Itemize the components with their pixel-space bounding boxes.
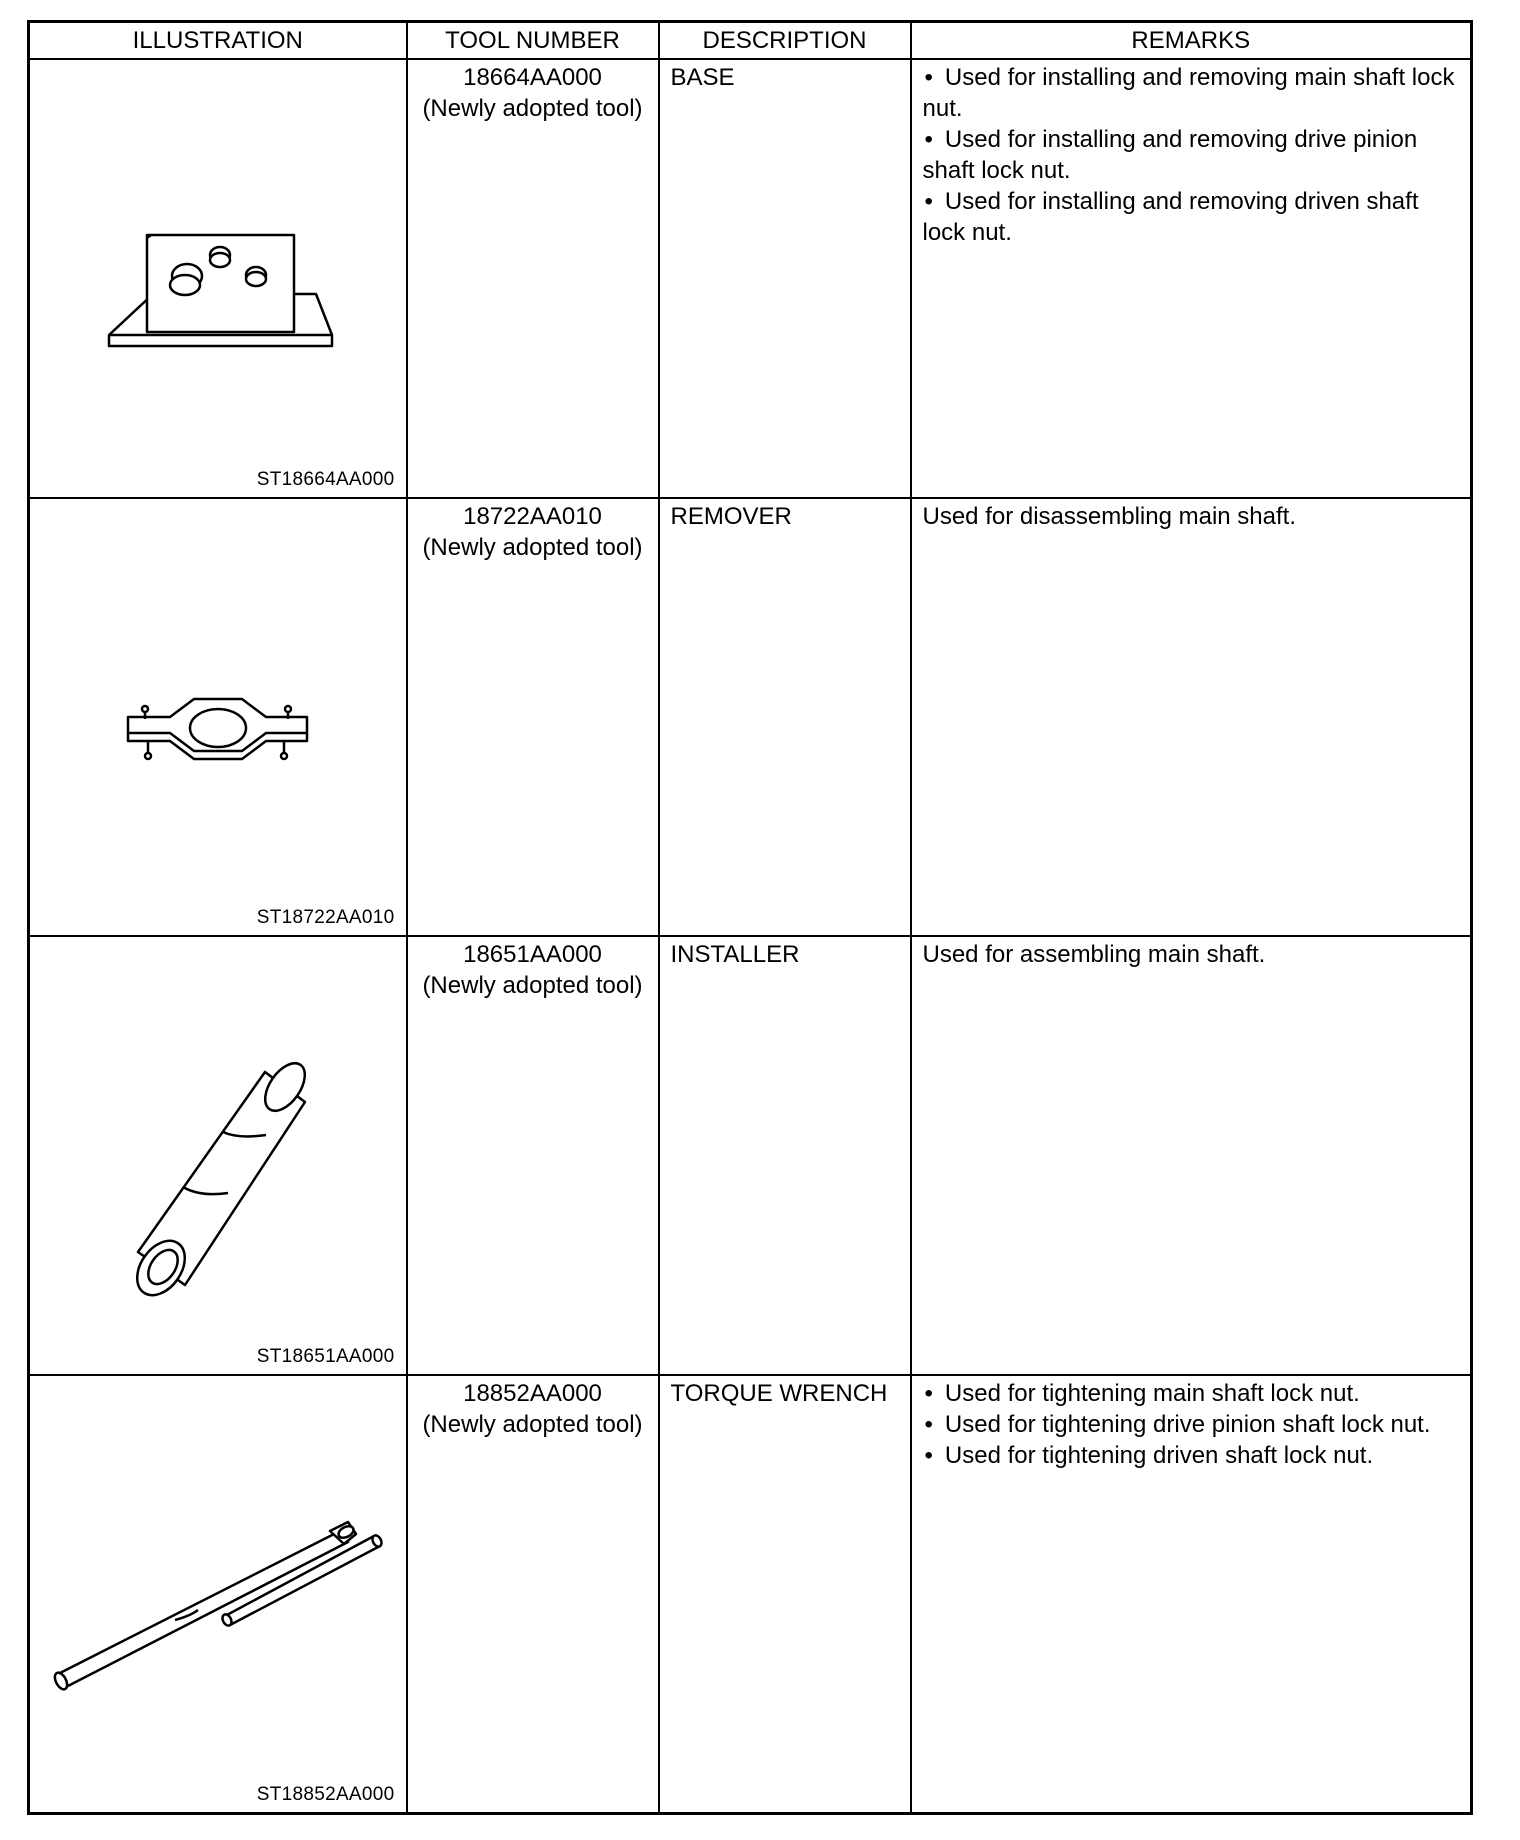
illustration-cell bbox=[29, 1375, 407, 1814]
header-tool-number: TOOL NUMBER bbox=[407, 22, 659, 60]
special-tools-table bbox=[27, 20, 1473, 1815]
description-cell: TORQUE WRENCH bbox=[659, 1375, 911, 1814]
remark-item: • Used for installing and removing driven shaft lock nut. bbox=[923, 186, 1461, 248]
header-illustration: ILLUSTRATION bbox=[29, 22, 407, 60]
installer-tool-illustration bbox=[30, 937, 408, 1375]
illustration-cell bbox=[29, 498, 407, 937]
header-description: DESCRIPTION bbox=[659, 22, 911, 60]
remark-text: Used for assembling main shaft. bbox=[922, 941, 1266, 969]
remarks-list bbox=[923, 62, 1461, 248]
description-cell: REMOVER bbox=[659, 498, 911, 937]
remark-item: • Used for tightening main shaft lock nut. bbox=[923, 1378, 1461, 1409]
tool-number-cell bbox=[407, 1375, 659, 1814]
tool-note: (Newly adopted tool) bbox=[422, 95, 643, 122]
base-tool-illustration bbox=[30, 60, 408, 498]
illustration-code: ST18852AA000 bbox=[256, 1784, 395, 1805]
tool-note: (Newly adopted tool) bbox=[422, 972, 643, 1000]
remarks-cell bbox=[911, 936, 1472, 1375]
remark-item: • Used for tightening driven shaft lock nut. bbox=[923, 1440, 1461, 1471]
table-header-row bbox=[29, 22, 1472, 60]
tool-note: (Newly adopted tool) bbox=[422, 533, 643, 561]
tool-number-cell bbox=[407, 936, 659, 1375]
illustration-code: ST18664AA000 bbox=[256, 468, 395, 490]
tool-note: (Newly adopted tool) bbox=[422, 1410, 643, 1438]
remarks-cell bbox=[911, 1375, 1472, 1814]
tool-number: 18852AA000 bbox=[463, 1379, 602, 1407]
illustration-code: ST18722AA010 bbox=[256, 907, 395, 929]
illustration-cell bbox=[29, 59, 407, 498]
table-row bbox=[29, 498, 1472, 937]
remarks-cell bbox=[911, 498, 1472, 937]
description-cell: BASE bbox=[659, 59, 911, 498]
remarks-list bbox=[923, 1378, 1461, 1471]
remover-tool-illustration bbox=[30, 499, 408, 937]
tool-number-cell bbox=[407, 59, 659, 498]
remark-item: • Used for installing and removing main shaft lock nut. bbox=[923, 62, 1461, 124]
torque-wrench-illustration bbox=[30, 1376, 408, 1814]
illustration-code: ST18651AA000 bbox=[256, 1345, 395, 1367]
table-row bbox=[29, 59, 1472, 498]
illustration-cell bbox=[29, 936, 407, 1375]
table-row bbox=[29, 1375, 1472, 1814]
tool-number-cell bbox=[407, 498, 659, 937]
remark-item: • Used for tightening drive pinion shaft lock nut. bbox=[923, 1409, 1461, 1440]
remark-text: Used for disassembling main shaft. bbox=[922, 502, 1296, 530]
remarks-cell bbox=[911, 59, 1472, 498]
remark-item: • Used for installing and removing drive pinion shaft lock nut. bbox=[923, 124, 1461, 186]
tool-number: 18664AA000 bbox=[463, 64, 602, 91]
description-cell: INSTALLER bbox=[659, 936, 911, 1375]
tool-number: 18722AA010 bbox=[463, 502, 602, 530]
header-remarks: REMARKS bbox=[911, 22, 1472, 60]
table-row bbox=[29, 936, 1472, 1375]
tool-number: 18651AA000 bbox=[463, 941, 602, 969]
